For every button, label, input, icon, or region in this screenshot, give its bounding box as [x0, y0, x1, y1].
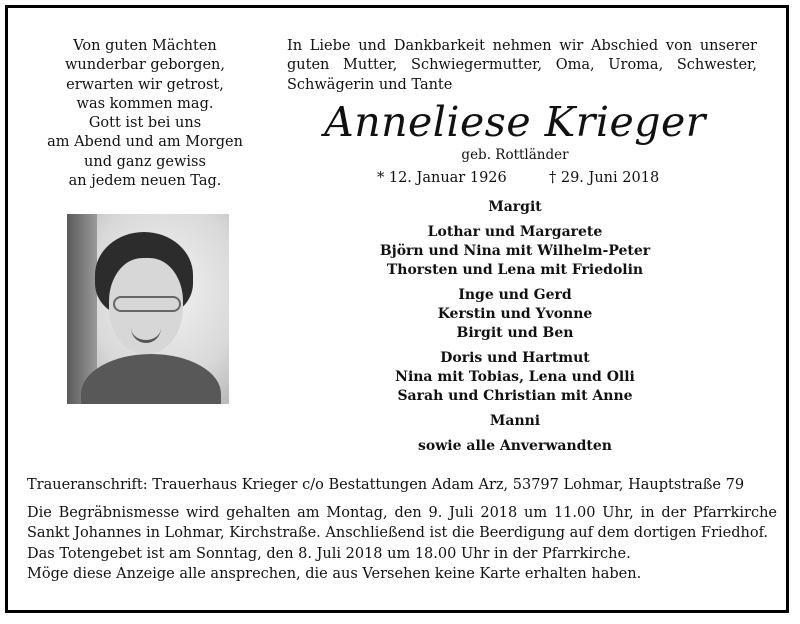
- portrait-photo: [67, 214, 229, 404]
- mourner-line: Kerstin und Yvonne: [437, 306, 593, 322]
- funeral-mass-info: Die Begräbnismesse wird gehalten am Montag, den 9. Juli 2018 um 11.00 Uhr, in der Pfarrkirche Sankt Johannes in Lohmar, Kirchstraße. Anschließend ist die Beerdigung auf dem dortigen Friedhof.: [27, 505, 777, 541]
- mourner-line: Nina mit Tobias, Lena und Olli: [395, 369, 635, 385]
- poem-line: erwarten wir getrost,: [66, 76, 224, 93]
- mourner-group: [300, 349, 730, 406]
- mourner-group: [300, 412, 730, 431]
- mourner-line: Manni: [489, 413, 541, 429]
- prayer-info: [27, 545, 777, 584]
- maiden-name: geb. Rottländer: [461, 147, 569, 163]
- poem-line: Gott ist bei uns: [88, 115, 202, 132]
- mourner-line: Lothar und Margarete: [427, 224, 603, 240]
- mourner-line: Birgit und Ben: [456, 325, 574, 341]
- prayer-line: Das Totengebet ist am Sonntag, den 8. Juli 2018 um 18.00 Uhr in der Pfarrkirche.: [27, 546, 631, 562]
- poem: [40, 37, 250, 191]
- poem-line: Von guten Mächten: [73, 38, 217, 54]
- mourner-line: Margit: [488, 199, 542, 215]
- mourner-line: Thorsten und Lena mit Friedolin: [386, 262, 644, 278]
- poem-line: und ganz gewiss: [84, 153, 206, 170]
- relatives-closing: sowie alle Anverwandten: [418, 438, 612, 454]
- poem-line: am Abend und am Morgen: [47, 134, 243, 151]
- death-date: † 29. Juni 2018: [549, 170, 660, 186]
- deceased-name: Anneliese Krieger: [324, 98, 706, 146]
- mourner-line: Sarah und Christian mit Anne: [397, 388, 633, 404]
- mourner-group: [300, 198, 730, 217]
- mourner-group: [300, 286, 730, 343]
- mourner-line: Inge und Gerd: [458, 287, 572, 303]
- intro-text: In Liebe und Dankbarkeit nehmen wir Abschied von unserer guten Mutter, Schwiegermutter, Oma, Uroma, Schwester, Schwägerin und Tante: [287, 38, 757, 93]
- prayer-note: Möge diese Anzeige alle ansprechen, die aus Versehen keine Karte erhalten haben.: [27, 565, 642, 582]
- birth-date: * 12. Januar 1926: [377, 170, 507, 186]
- photo-glasses: [113, 296, 181, 312]
- photo-shoulders: [81, 354, 221, 404]
- mourning-address: Traueranschrift: Trauerhaus Krieger c/o Bestattungen Adam Arz, 53797 Lohmar, Hauptstraße 79: [27, 477, 745, 493]
- poem-line: an jedem neuen Tag.: [68, 173, 222, 190]
- poem-line: wunderbar geborgen,: [65, 57, 225, 74]
- poem-line: was kommen mag.: [76, 95, 214, 112]
- mourner-line: Björn und Nina mit Wilhelm-Peter: [379, 243, 651, 259]
- mourner-group: [300, 223, 730, 280]
- mourner-line: Doris und Hartmut: [440, 350, 590, 366]
- mourners-list: [300, 198, 730, 456]
